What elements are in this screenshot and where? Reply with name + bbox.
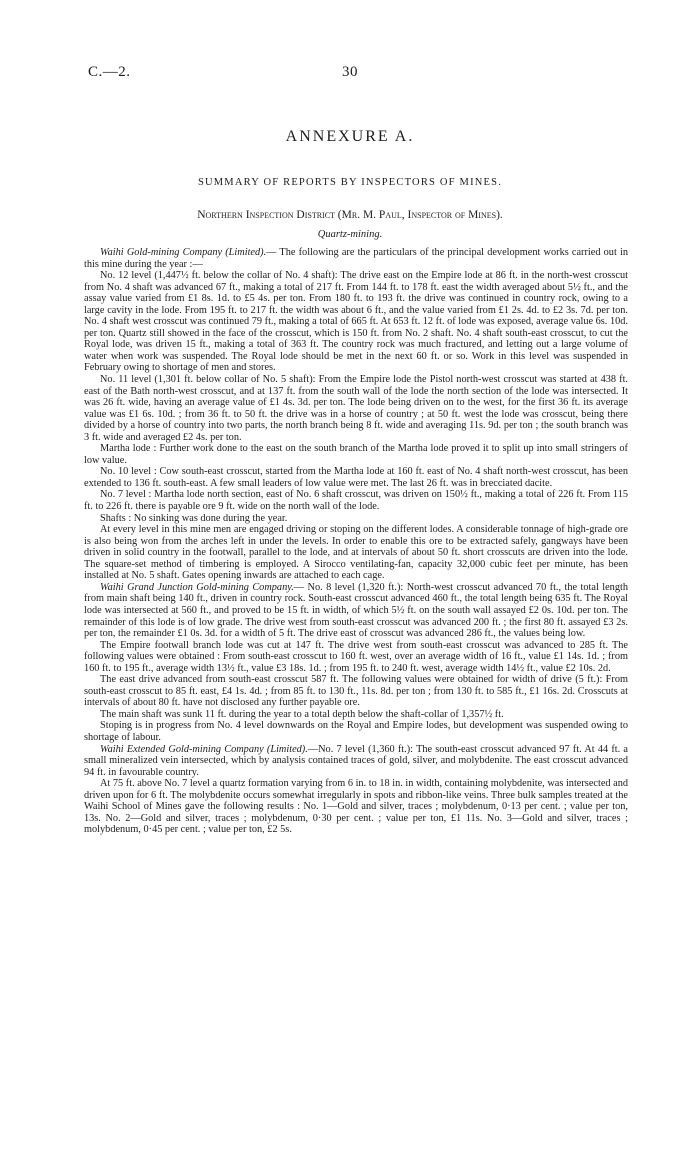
paragraph-text: — The following are the particulars of the principal development works carried out in this mine during the year :—: [84, 247, 628, 270]
paragraph: [84, 513, 628, 525]
paragraph: [84, 443, 628, 466]
paragraph-lead: Waihi Extended Gold-mining Company (Limited).: [100, 743, 308, 755]
paragraph-text: The main shaft was sunk 11 ft. during the year to a total depth below the shaft-collar of 1,357½ ft.: [100, 708, 504, 720]
annexure-title: ANNEXURE A.: [285, 128, 415, 145]
page-number: 30: [342, 64, 358, 80]
paragraph: [84, 582, 628, 640]
paragraph-text: Martha lode : Further work done to the east on the south branch of the Martha lode proved it to split up into small stringers of low value.: [84, 443, 628, 466]
paragraph-text: No. 12 level (1,447½ ft. below the collar of No. 4 shaft): The drive east on the Empire lode at 86 ft. in the north-west crosscut from No. 4 shaft was advanced 67 ft., making a total of 217 ft. From 144 ft. to 178 ft. east the width averaged about 5½ ft., and the assay value varied from £1 8s. 1d. to £5 4s. per ton. From 180 ft. to 193 ft. the drive was continued in country rock, owing to a large cavity in the lode. From 195 ft. to 217 ft. the width was about 6 ft., and the value varied from £1 2s. 4d. to £2 3s. 7d. per ton. No. 4 shaft west crosscut was continued 79 ft., making a total of 665 ft. At 653 ft. 12 ft. of lode was exposed, average value 6s. 10d. per ton. Quartz still showed in the face of the crosscut, which is 150 ft. from No. 2 shaft. No. 4 shaft south-east crosscut, to cut the Royal lode, was driven 15 ft., making a total of 363 ft. The country rock was much fractured, and letting out a large volume of water when work was suspended. The Royal lode should be met in the next 60 ft. or so. Work in this level was suspended in February owing to shortage of men and stores.: [84, 270, 628, 374]
paragraph: [84, 744, 628, 779]
paragraph: [84, 247, 628, 270]
paragraph-text: At 75 ft. above No. 7 level a quartz formation varying from 6 in. to 18 in. in width, containing molybdenite, was intersected and driven upon for 6 ft. The molybdenite occurs somewhat irregularly in spots and ribbon-like veins. Three bulk samples treated at the Waihi School of Mines gave the following results : No. 1—Gold and silver, traces ; molybdenum, 0·13 per cent. ; value per ton, 13s. No. 2—Gold and silver, traces ; molybdenum, 0·30 per cent. ; value per ton, £1 11s. No. 3—Gold and silver, traces ; molybdenum, 0·45 per cent. ; value per ton, £2 5s.: [84, 778, 628, 836]
paragraph: [84, 720, 628, 743]
paragraph-text: The east drive advanced from south-east crosscut 587 ft. The following values were obtained for width of drive (5 ft.): From south-east crosscut to 85 ft. east, £4 1s. 4d. ; from 85 ft. to 130 ft., 11s. 8d. per ton ; from 130 ft. to 585 ft., £1 16s. 2d. Crosscuts at intervals of about 80 ft. have not disclosed any further payable ore.: [84, 674, 628, 709]
document-code: C.—2.: [88, 64, 131, 80]
paragraph: [84, 270, 628, 374]
paragraph: [84, 778, 628, 836]
report-body: [84, 247, 628, 836]
paragraph: [84, 709, 628, 721]
paragraph-text: —No. 7 level (1,360 ft.): The south-east crosscut advanced 97 ft. At 44 ft. a small mineralized vein intersected, which by analysis contained traces of gold, silver, and molybdenite. The east crosscut advanced 94 ft. in favourable country.: [84, 743, 628, 778]
district-heading: Northern Inspection District (Mr. M. Paul, Inspector of Mines).: [197, 209, 503, 221]
paragraph-text: No. 7 level : Martha lode north section, east of No. 6 shaft crosscut, was driven on 150½ ft., making a total of 226 ft. From 115 ft. to 226 ft. there is payable ore 9 ft. wide on the north wall of the lode.: [84, 489, 628, 513]
paragraph-text: At every level in this mine men are engaged driving or stoping on the different lodes. A considerable tonnage of high-grade ore is also being won from the arches left in under the levels. In order to enable this ore to be extracted safely, gangways have been driven in solid country in the footwall, parallel to the lode, and at intervals of about 50 ft. short crosscuts are driven into the lode. The square-set method of timbering is employed. A Sirocco ventilating-fan, capacity 32,000 cubic feet per minute, has been installed at No. 5 shaft. Gates opening inwards are attached to each cage.: [84, 524, 628, 582]
summary-title: SUMMARY OF REPORTS BY INSPECTORS OF MINES.: [197, 177, 503, 188]
paragraph-lead: Waihi Gold-mining Company (Limited).: [100, 247, 267, 258]
paragraph-text: — No. 8 level (1,320 ft.): North-west crosscut advanced 70 ft., the total length from main shaft being 140 ft., driven in country rock. South-east crosscut advanced 460 ft., the total length being 635 ft. The Royal lode was intersected at 560 ft., and proved to be 15 ft. in width, of which 5½ ft. on the south wall assayed £2 0s. 10d. per ton. The remainder of this lode is of low grade. The drive west from south-east crosscut was advanced 200 ft. ; the first 80 ft. assayed £3 2s. per ton, the remainder £1 0s. 3d. for a width of 5 ft. The drive east of crosscut was advanced 286 ft., the values being low.: [84, 581, 628, 640]
paragraph-text: No. 11 level (1,301 ft. below collar of No. 5 shaft): From the Empire lode the Pistol north-west crosscut was started at 438 ft. east of the Bath north-west crosscut, and at 137 ft. from the south wall of the lode the north section of the lode was intersected. It was 26 ft. wide, having an average value of £1 4s. 3d. per ton. The lode being driven on to the west, for the first 36 ft. its average value was £1 6s. 10d. ; from 36 ft. to 50 ft. the drive was in a horse of country ; at 50 ft. west the lode was crosscut, being there divided by a horse of country into two parts, the north branch being 8 ft. wide and averaging 11s. 9d. per ton ; the south branch was 3 ft. wide and averaged £2 4s. per ton.: [84, 374, 628, 443]
paragraph: [84, 466, 628, 489]
paragraph-lead: Waihi Grand Junction Gold-mining Company.: [100, 581, 294, 593]
paragraph: [84, 640, 628, 675]
paragraph-text: The Empire footwall branch lode was cut at 147 ft. The drive west from south-east crosscut was advanced to 285 ft. The following values were obtained : From south-east crosscut to 160 ft. west, over an average width of 16 ft., value £1 14s. 1d. ; from 160 ft. to 195 ft., average width 13½ ft., value £3 18s. 1d. ; from 195 ft. to 240 ft. west, average width 14½ ft., value £2 10s. 2d.: [84, 639, 628, 674]
paragraph: [84, 489, 628, 512]
paragraph-text: No. 10 level : Cow south-east crosscut, started from the Martha lode at 160 ft. east of No. 4 shaft north-west crosscut, has been extended to 136 ft. south-east. A few small leaders of low value were met. The last 26 ft. was in brecciated dacite.: [84, 466, 628, 489]
paragraph: [84, 524, 628, 582]
paragraph: [84, 674, 628, 709]
subsection-heading: Quartz-mining.: [317, 229, 383, 240]
paragraph-text: Shafts : No sinking was done during the year.: [100, 512, 288, 524]
paragraph-text: Stoping is in progress from No. 4 level downwards on the Royal and Empire lodes, but development was suspended owing to shortage of labour.: [84, 720, 628, 743]
page-header: [88, 64, 612, 84]
paragraph: [84, 374, 628, 443]
